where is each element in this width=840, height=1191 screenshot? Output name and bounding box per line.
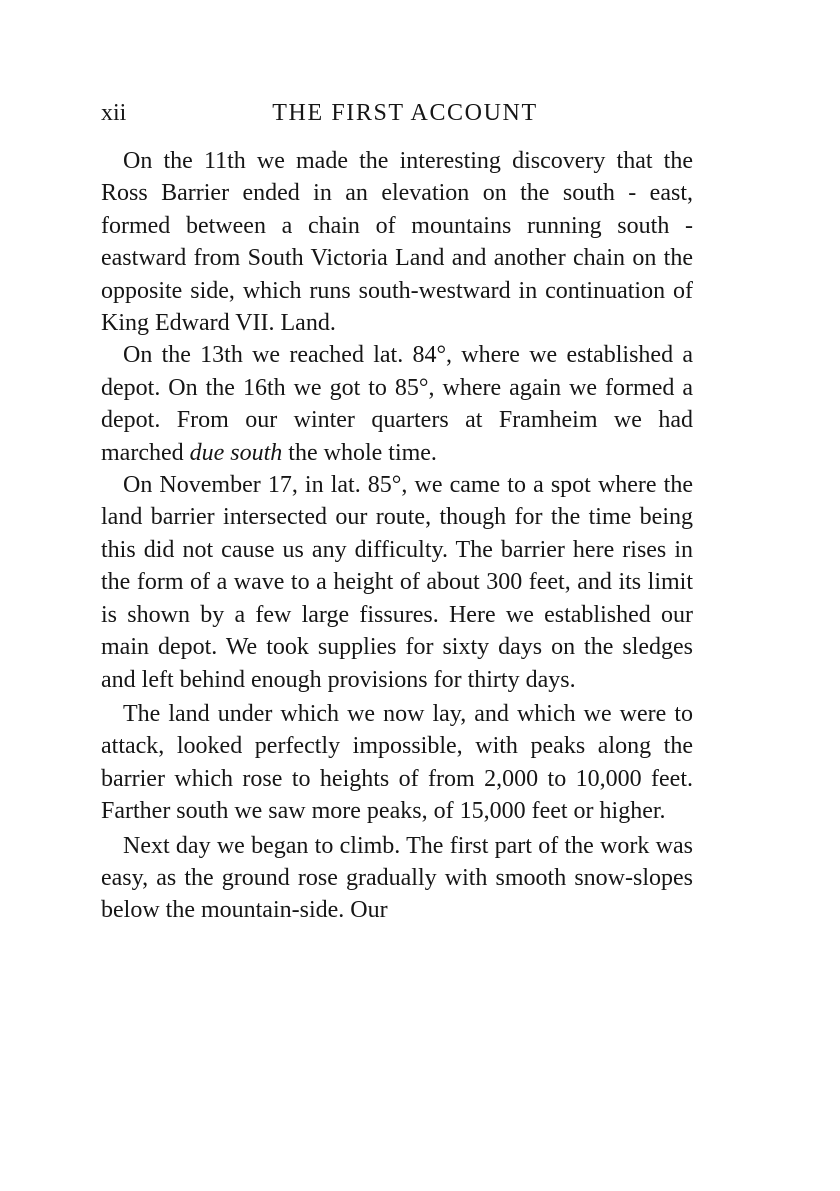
paragraph-3: On November 17, in lat. 85°, we came to a spot where the land barrier intersected our route, though for the time being this did not cause us any difficulty. The barrier here rises in the form of a wave to a height of about 300 feet, and its limit is shown by a few large fissures. Here we established our main depot. We took supplies for sixty days on the sledges and left behind enough provisions for thirty days.: [101, 472, 693, 693]
running-title: THE FIRST ACCOUNT: [272, 100, 538, 126]
running-head: [101, 95, 693, 131]
emphasized-text-due-south: due south: [189, 439, 283, 466]
paragraph-4: The land under which we now lay, and which we were to attack, looked perfectly impossible, with peaks along the barrier which rose to heights of from 2,000 to 10,000 feet. Farther south we saw more peaks, of 15,000 feet or higher.: [101, 700, 693, 825]
page-number: xii: [101, 100, 127, 126]
body-text: [101, 145, 693, 927]
paragraph-2: [101, 339, 693, 469]
paragraph-2-text-end: the whole time.: [282, 439, 437, 466]
paragraph-5: Next day we began to climb. The first part of the work was easy, as the ground rose gradually with smooth snow-slopes below the mountain-side. Our: [101, 832, 693, 924]
paragraph-2-text-start: On the 13th we reached lat. 84°, where we established a depot. On the 16th we got to 85°, where again we formed a depot. From our winter quarters at Framheim we had marched: [101, 342, 693, 466]
paragraph-1: On the 11th we made the interesting discovery that the Ross Barrier ended in an elevation on the south - east, formed between a chain of mountains running south - eastward from South Victoria Land and another chain on the opposite side, which runs south-westward in continuation of King Edward VII. Land.: [101, 148, 693, 337]
